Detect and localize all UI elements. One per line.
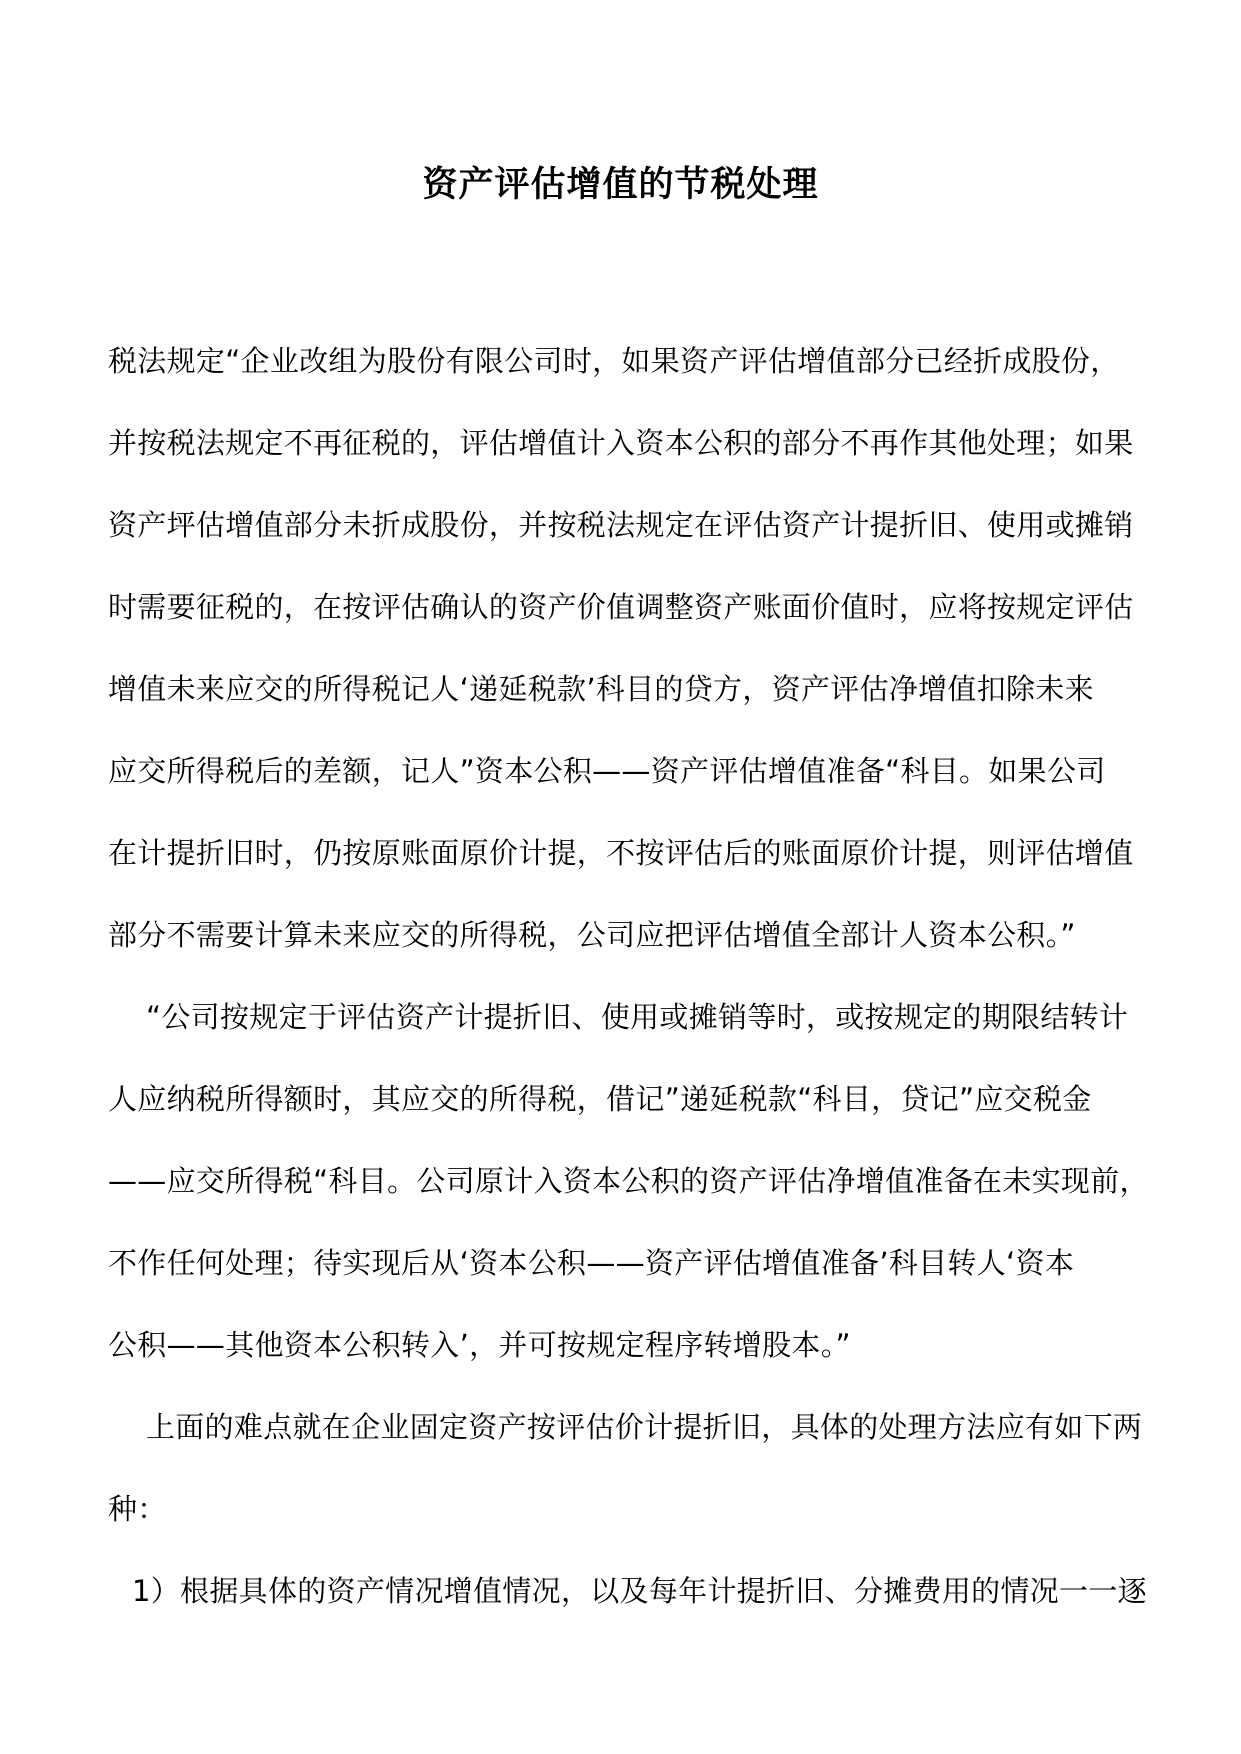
body-line: 资产坪估增值部分未折成股份，并按税法规定在评估资产计提折旧、使用或摊销 (108, 508, 1134, 542)
body-line: 人应纳税所得额时，其应交的所得税，借记”递延税款“科目，贷记”应交税金 (108, 1082, 1092, 1116)
body-line: 不作任何处理；待实现后从‘资本公积——资产评估增值准备’科目转人‘资本 (108, 1246, 1075, 1280)
body-line: 种： (108, 1492, 167, 1526)
body-line: 并按税法规定不再征税的，评估增值计入资本公积的部分不再作其他处理；如果 (108, 426, 1134, 460)
body-line: 时需要征税的，在按评估确认的资产价值调整资产账面价值时，应将按规定评估 (108, 590, 1134, 624)
body-line: 增值未来应交的所得税记人‘递延税款’科目的贷方，资产评估净增值扣除未来 (108, 672, 1094, 706)
body-line: 公积——其他资本公积转入’，并可按规定程序转增股本。” (108, 1328, 851, 1362)
body-line: 1）根据具体的资产情况增值情况，以及每年计提折旧、分摊费用的情况一一逐 (132, 1574, 1147, 1608)
body-line: 上面的难点就在企业固定资产按评估价计提折旧，具体的处理方法应有如下两 (146, 1410, 1143, 1444)
body-line: ——应交所得税“科目。公司原计入资本公积的资产评估净增值准备在未实现前， (108, 1164, 1149, 1198)
body-line: 部分不需要计算未来应交的所得税，公司应把评估增值全部计人资本公积。” (108, 918, 1076, 952)
document-title: 资产评估增值的节税处理 (422, 165, 819, 205)
body-line: 在计提折旧时，仍按原账面原价计提，不按评估后的账面原价计提，则评估增值 (108, 836, 1134, 870)
body-line: 应交所得税后的差额，记人”资本公积——资产评估增值准备“科目。如果公司 (108, 754, 1106, 788)
body-line: 税法规定“企业改组为股份有限公司时，如果资产评估增值部分已经折成股份， (108, 344, 1120, 378)
document-body (108, 343, 1149, 1655)
body-line: “公司按规定于评估资产计提折旧、使用或摊销等时，或按规定的期限结转计 (146, 1000, 1129, 1034)
